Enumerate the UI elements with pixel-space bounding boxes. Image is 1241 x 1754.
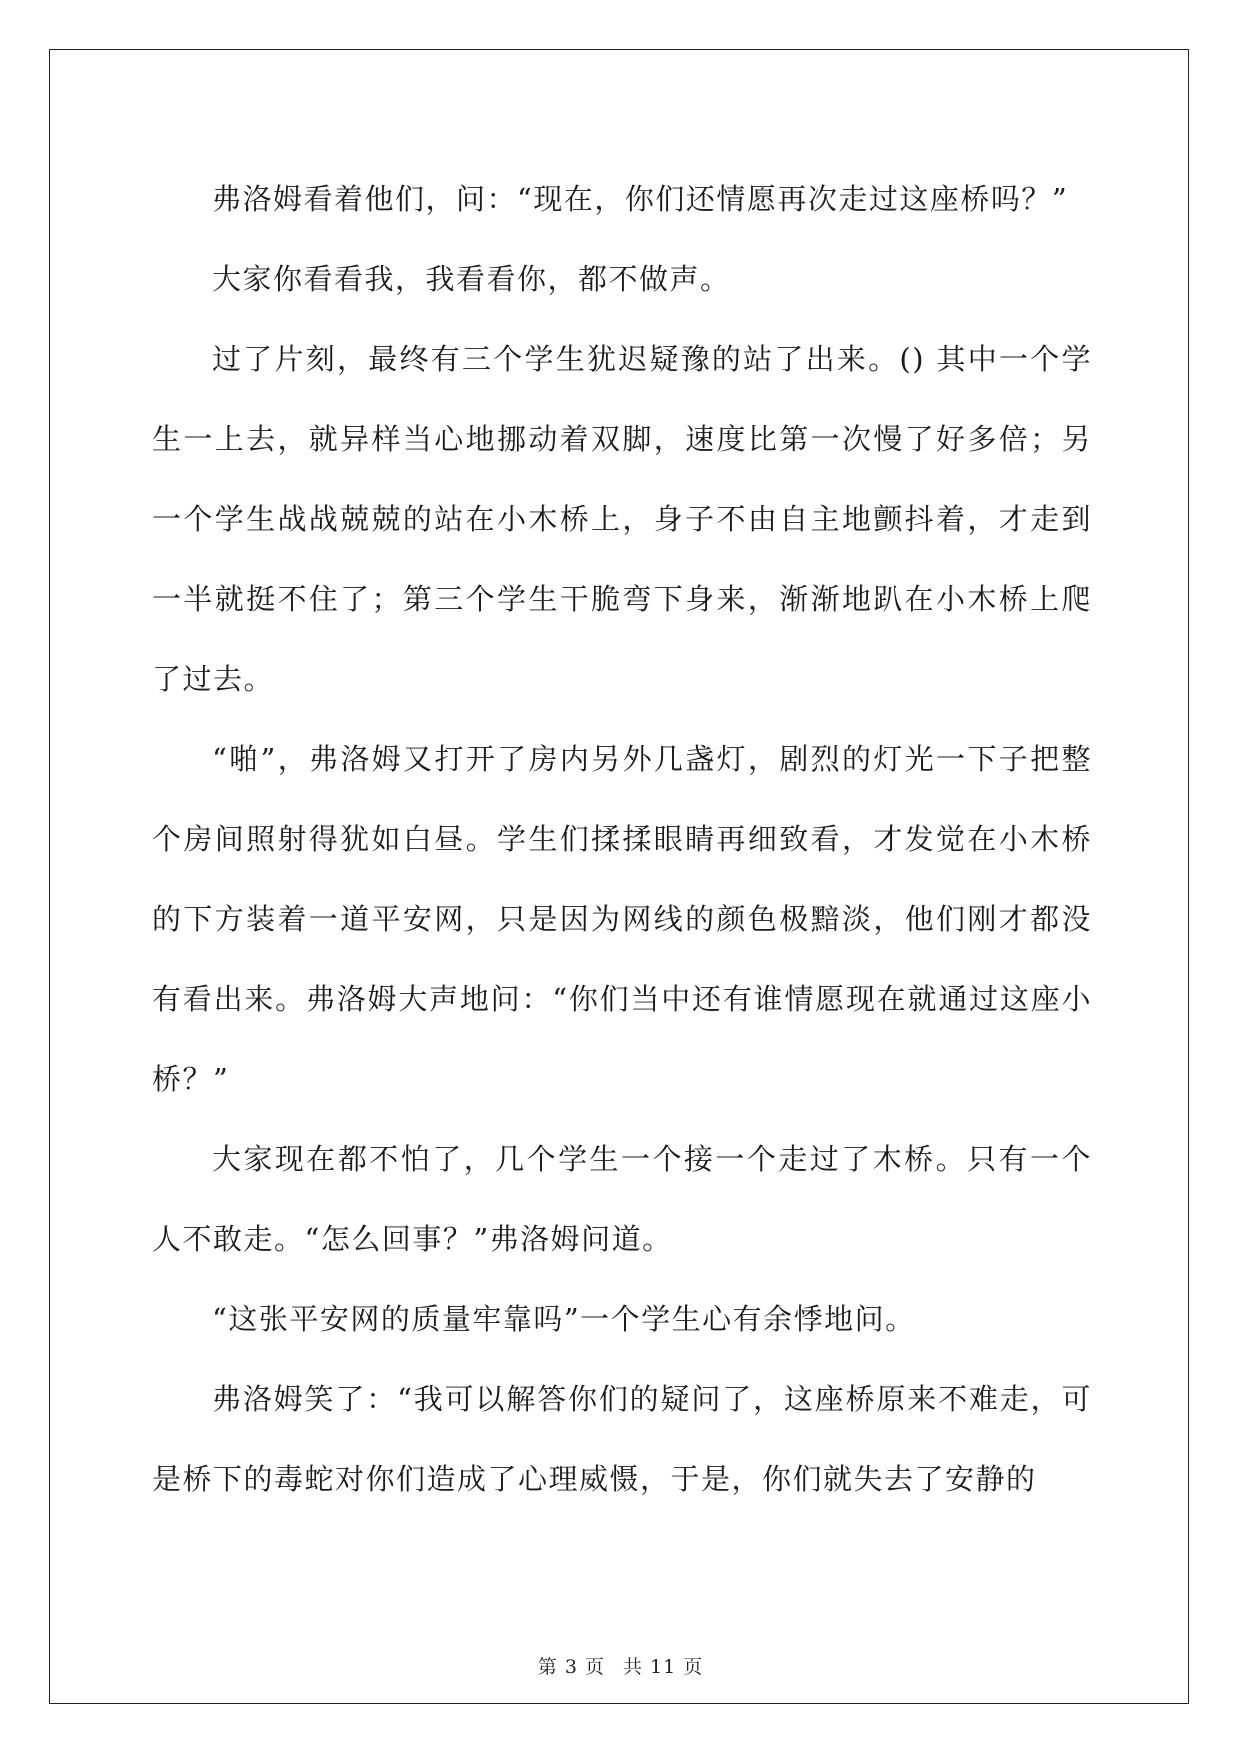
page-number: 第 3 页 bbox=[537, 1656, 605, 1678]
paragraph: 大家现在都不怕了，几个学生一个接一个走过了木桥。只有一个人不敢走。“怎么回事？”弗洛姆问道。 bbox=[152, 1142, 1092, 1256]
paragraph: 弗洛姆笑了：“我可以解答你们的疑问了，这座桥原来不难走，可是桥下的毒蛇对你们造成了心理威慑，于是，你们就失去了安静的 bbox=[152, 1382, 1092, 1496]
page-footer bbox=[0, 1652, 1241, 1679]
page-total: 共 11 页 bbox=[622, 1656, 704, 1678]
paragraph: 过了片刻，最终有三个学生犹迟疑豫的站了出来。() 其中一个学生一上去，就异样当心地挪动着双脚，速度比第一次慢了好多倍；另一个学生战战兢兢的站在小木桥上，身子不由自主地颤抖着，才走到一半就挺不住了；第三个学生干脆弯下身来，渐渐地趴在小木桥上爬了过去。 bbox=[152, 342, 1092, 696]
paragraph: 大家你看看我，我看看你，都不做声。 bbox=[212, 262, 731, 296]
paragraph: “啪”，弗洛姆又打开了房内另外几盏灯，剧烈的灯光一下子把整个房间照射得犹如白昼。学生们揉揉眼睛再细致看，才发觉在小木桥的下方装着一道平安网，只是因为网线的颜色极黯淡，他们刚才都没有看出来。弗洛姆大声地问：“你们当中还有谁情愿现在就通过这座小桥？” bbox=[152, 742, 1092, 1096]
document-body bbox=[152, 159, 1092, 1519]
paragraph: 弗洛姆看着他们，问：“现在，你们还情愿再次走过这座桥吗？” bbox=[212, 182, 1069, 216]
paragraph: “这张平安网的质量牢靠吗”一个学生心有余悸地问。 bbox=[212, 1302, 916, 1336]
